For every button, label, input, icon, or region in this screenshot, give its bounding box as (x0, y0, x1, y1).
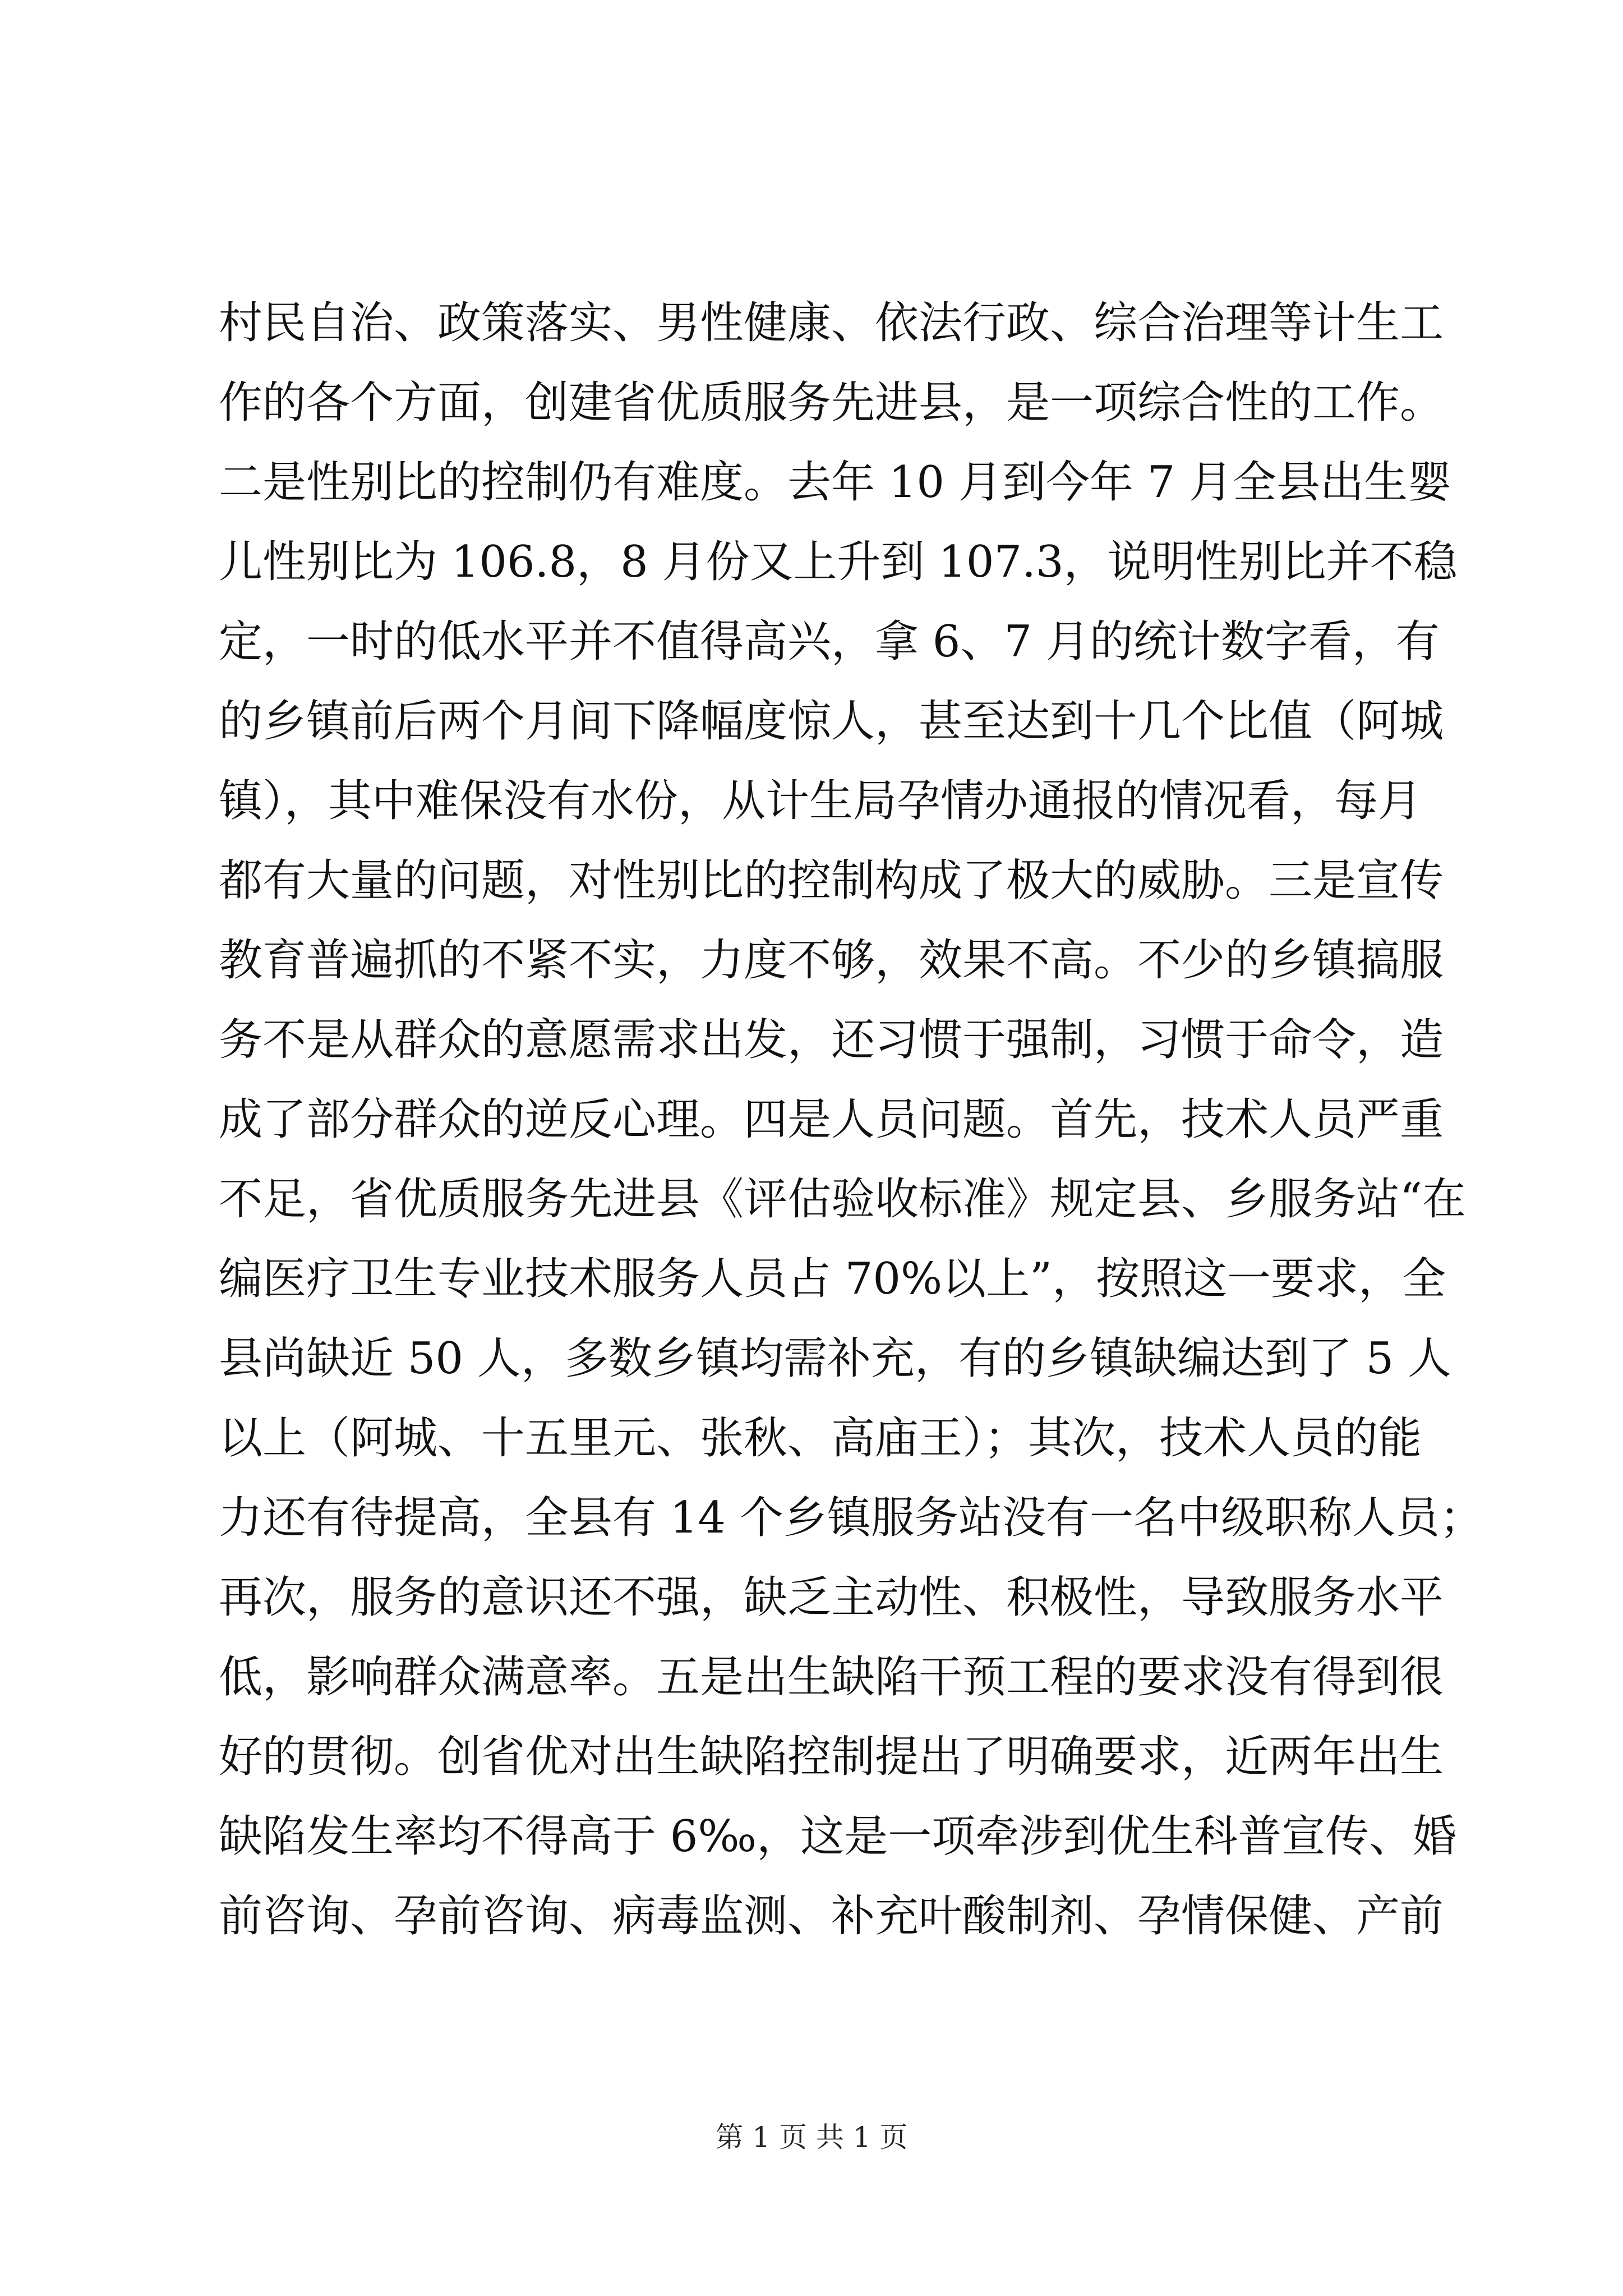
text-line: 力还有待提高，全县有 14 个乡镇服务站没有一名中级职称人员； (219, 1493, 1483, 1543)
text-line: 成了部分群众的逆反心理。四是人员问题。首先，技术人员严重 (219, 1094, 1444, 1145)
body-text (219, 283, 1483, 1956)
text-line: 镇），其中难保没有水份，从计生局孕情办通报的情况看，每月 (219, 776, 1422, 826)
text-line: 儿性别比为 106.8，8 月份又上升到 107.3，说明性别比并不稳 (219, 537, 1458, 587)
text-line: 好的贯彻。创省优对出生缺陷控制提出了明确要求，近两年出生 (219, 1732, 1444, 1782)
text-line: 不足，省优质服务先进县《评估验收标准》规定县、乡服务站“在 (219, 1174, 1466, 1225)
text-line: 以上（阿城、十五里元、张秋、高庙王）；其次，技术人员的能 (219, 1413, 1422, 1464)
text-line: 务不是从群众的意愿需求出发，还习惯于强制，习惯于命令，造 (219, 1015, 1444, 1065)
page-number-label: 第 1 页 共 1 页 (715, 2121, 908, 2154)
text-line: 教育普遍抓的不紧不实，力度不够，效果不高。不少的乡镇搞服 (219, 935, 1444, 986)
text-line: 编医疗卫生专业技术服务人员占 70%以上”，按照这一要求，全 (219, 1254, 1446, 1304)
text-line: 作的各个方面，创建省优质服务先进县，是一项综合性的工作。 (219, 378, 1444, 428)
text-line: 缺陷发生率均不得高于 6‰，这是一项牵涉到优生科普宣传、婚 (219, 1811, 1457, 1862)
text-line: 再次，服务的意识还不强，缺乏主动性、积极性，导致服务水平 (219, 1572, 1444, 1623)
page-footer (0, 2115, 1623, 2160)
text-line: 村民自治、政策落实、男性健康、依法行政、综合治理等计生工 (219, 298, 1444, 348)
text-line: 都有大量的问题，对性别比的控制构成了极大的威胁。三是宣传 (219, 855, 1444, 906)
text-line: 的乡镇前后两个月间下降幅度惊人，甚至达到十几个比值（阿城 (219, 696, 1444, 747)
text-line: 前咨询、孕前咨询、病毒监测、补充叶酸制剂、孕情保健、产前 (219, 1891, 1444, 1941)
text-line: 定，一时的低水平并不值得高兴，拿 6、7 月的统计数字看，有 (219, 616, 1440, 667)
text-line: 低，影响群众满意率。五是出生缺陷干预工程的要求没有得到很 (219, 1652, 1444, 1703)
text-line: 县尚缺近 50 人，多数乡镇均需补充，有的乡镇缺编达到了 5 人 (219, 1333, 1452, 1384)
text-line: 二是性别比的控制仍有难度。去年 10 月到今年 7 月全县出生婴 (219, 457, 1452, 508)
